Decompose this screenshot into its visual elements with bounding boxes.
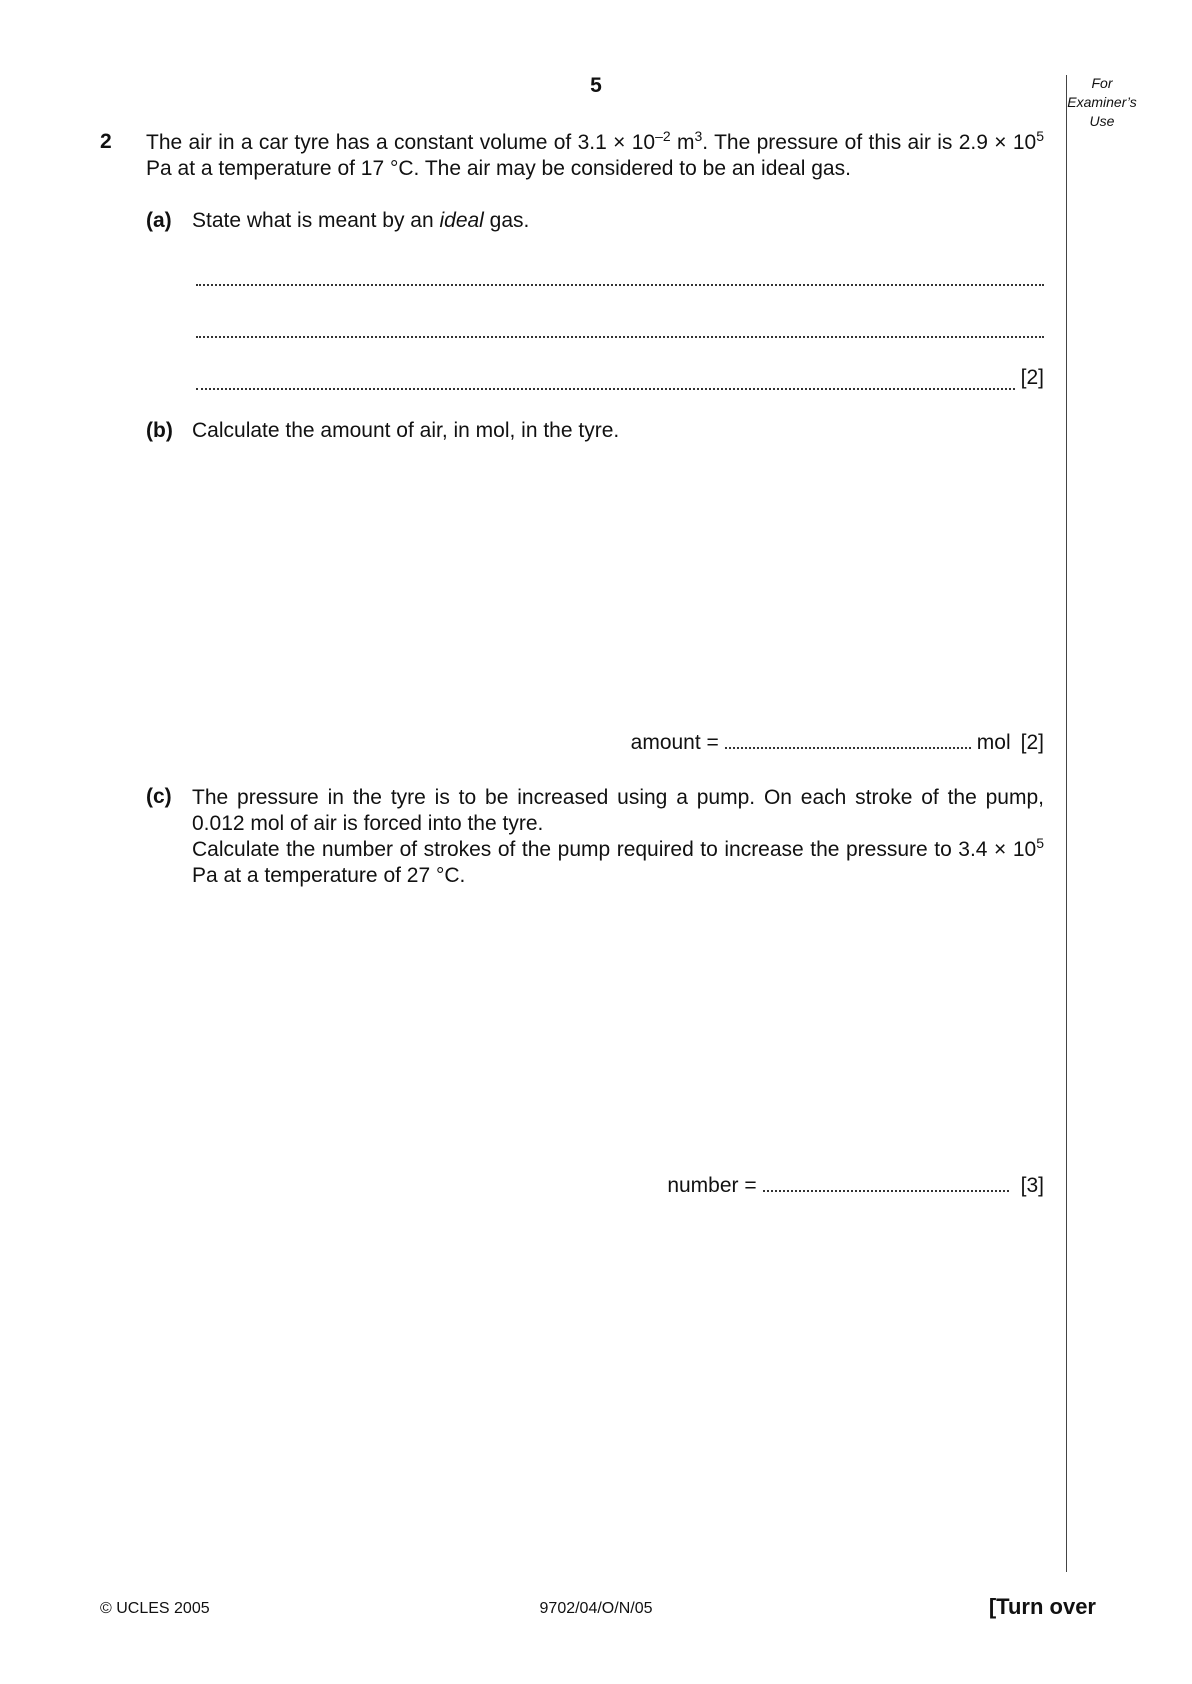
part-a-label: (a) bbox=[146, 209, 172, 232]
examiner-use-label bbox=[1062, 74, 1142, 131]
part-b-question: Calculate the amount of air, in mol, in the tyre. bbox=[192, 419, 620, 442]
part-c-label: (c) bbox=[146, 785, 172, 808]
part-a-question: State what is meant by an ideal gas. bbox=[192, 209, 530, 232]
copyright: © UCLES 2005 bbox=[100, 1600, 210, 1617]
part-b-marks: [2] bbox=[1020, 731, 1044, 754]
amount-answer-field[interactable] bbox=[725, 731, 971, 749]
page-number: 5 bbox=[590, 74, 602, 97]
part-c-marks: [3] bbox=[1020, 1174, 1044, 1197]
part-c-question: The pressure in the tyre is to be increased using a pump. On each stroke of the pump, 0.012 mol of air is forced into the tyre. Calculate the number of strokes of the pump required to increase the pressure to $3.4 \times 10^5$ Pa at a temperature of 27 °C. bbox=[192, 786, 1044, 887]
number-answer-field[interactable] bbox=[763, 1174, 1009, 1192]
question-intro: The air in a car tyre has a constant volume of $3.1 \times 10^{-2}$ $m^3$. The pressure of this air is $2.9 \times 10^5$ Pa at a temperature of 17 °C. The air may be considered to be an ideal gas. bbox=[146, 128, 1044, 180]
number-label: number = bbox=[667, 1174, 757, 1197]
examiner-label-line3: Use bbox=[1089, 113, 1115, 129]
part-a-marks: [2] bbox=[1020, 366, 1044, 389]
examiner-label-line1: For bbox=[1091, 75, 1113, 91]
examiner-margin-rule bbox=[1066, 75, 1067, 1572]
part-b-label: (b) bbox=[146, 419, 173, 442]
part-b-answer bbox=[631, 731, 1044, 755]
answer-line-1[interactable] bbox=[196, 264, 1044, 286]
amount-unit: mol bbox=[976, 731, 1011, 754]
examiner-label-line2: Examiner’s bbox=[1067, 94, 1137, 110]
answer-line-3[interactable] bbox=[196, 368, 1044, 390]
amount-label: amount = bbox=[630, 731, 719, 754]
part-c-answer bbox=[667, 1174, 1044, 1198]
paper-code: 9702/04/O/N/05 bbox=[539, 1600, 653, 1617]
answer-line-2[interactable] bbox=[196, 316, 1044, 338]
question-number: 2 bbox=[100, 130, 112, 153]
turn-over: [Turn over bbox=[988, 1594, 1096, 1619]
